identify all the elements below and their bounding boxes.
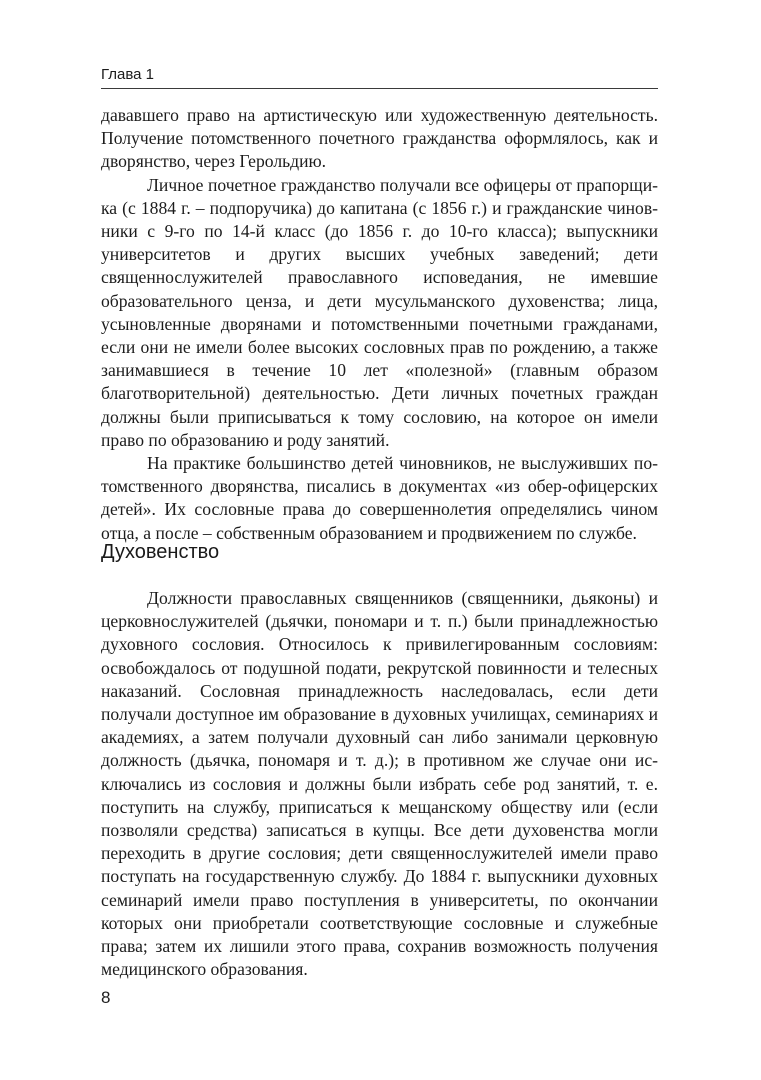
section-text	[101, 587, 658, 981]
paragraph: На практике большинство детей чиновников, не выслуживших потомственного дворянства, писались в документах «из обер-офицерских детей». Их сословные права до совершеннолетия определялись чином отца, а после – собственным образованием и продвижением по службе.	[101, 453, 658, 543]
running-header	[101, 66, 658, 89]
page-number: 8	[101, 988, 111, 1007]
paragraph: Должности православных священников (священники, дьяконы) и церковнослужителей (дьячки, пономари и т. п.) были принадлежностью духовного сословия. Относилось к привилегированным сословиям: освобождалось от подушной подати, рекрутской повинности и телесных наказаний. Сословная принадлежность наследовалась, если дети получали доступное им образование в духовных училищах, семинариях и академиях, а затем получали духовный сан либо занимали церковную должность (дьячка, пономаря и т. д.); в противном же случае они исключались из сословия и должны были избрать себе род занятий, т. е. поступить на службу, приписаться к мещанскому обществу или (если позволяли средства) записаться в купцы. Все дети духовенства могли переходить в другие сословия; дети священнослужителей имели право поступать на государственную службу. До 1884 г. выпускники духовных семинарий имели право поступления в университеты, по окончании которых они приобретали соответствующие сословные и служебные права; затем их лишили этого права, сохранив возможность получения медицинского образования.	[101, 588, 658, 980]
main-text	[101, 104, 658, 545]
chapter-title: Глава 1	[101, 66, 155, 83]
paragraph: дававшего право на артистическую или художественную деятельность. Получение потомственного почетного гражданства оформлялось, как и дворянство, через Герольдию.	[101, 105, 658, 172]
paragraph: Личное почетное гражданство получали все офицеры от прапорщика (с 1884 г. – подпоручика) до капитана (с 1856 г.) и гражданские чиновники с 9-го по 14-й класс (до 1856 г. до 10-го класса); выпускники университетов и других высших учебных заведений; дети священнослужителей православного исповедания, не имевшие образовательного ценза, и дети мусульманского духовенства; лица, усыновленные дворянами и потомственными почетными гражданами, если они не имели более высоких сословных прав по рождению, а также занимавшиеся в течение 10 лет «полезной» (главным образом благотворительной) деятельностью. Дети личных почетных граждан должны были приписываться к тому сословию, на которое он имели право по образованию и роду занятий.	[101, 174, 658, 450]
section-heading: Духовенство	[101, 541, 220, 563]
